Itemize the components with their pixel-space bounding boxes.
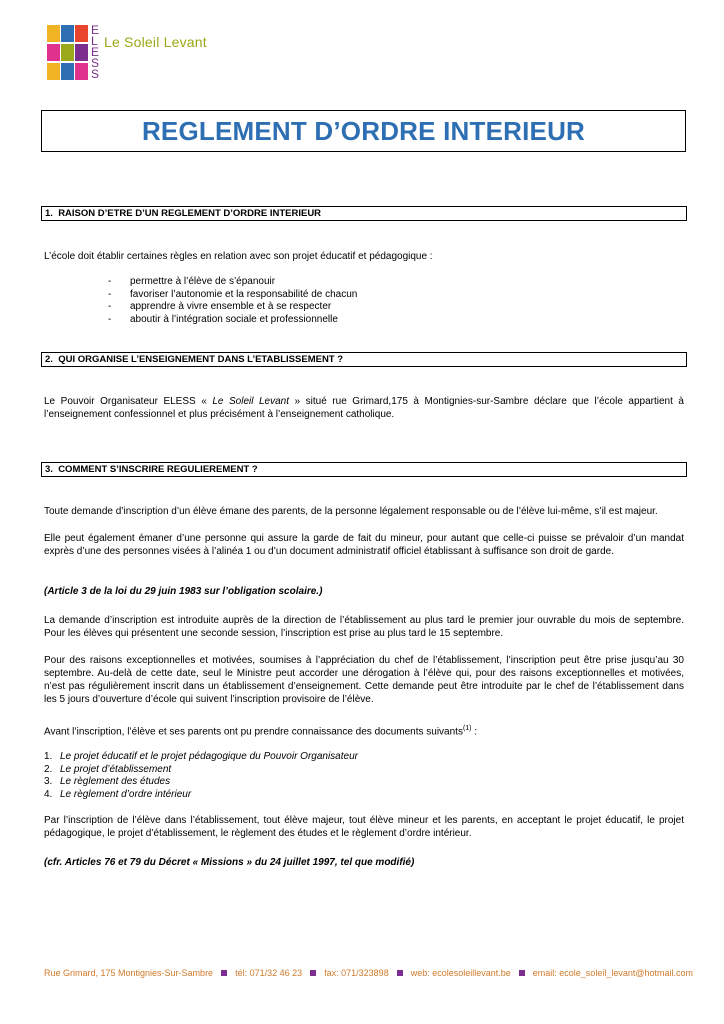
section-3-heading: 3. COMMENT S’INSCRIRE REGULIEREMENT ? [41, 462, 687, 477]
list-item: - aboutir à l’intégration sociale et professionnelle [108, 313, 338, 325]
section-2-paragraph [44, 395, 684, 421]
section-1-intro: L’école doit établir certaines règles en relation avec son projet éducatif et pédagogique : [44, 251, 433, 262]
section-3-paragraph [44, 722, 477, 738]
logo-tile [47, 25, 60, 42]
footer-address: Rue Grimard, 175 Montignies-Sur-Sambre [44, 968, 214, 978]
footer-website: web: ecolesoleillevant.be [410, 968, 511, 978]
section-1-heading: 1. RAISON D’ETRE D’UN REGLEMENT D’ORDRE INTERIEUR [41, 206, 687, 221]
section-3-paragraph: Toute demande d’inscription d’un élève émane des parents, de la personne légalement responsable ou de l’élève lui-même, s’il est majeur. [44, 506, 658, 517]
list-item-number: 1. [44, 751, 53, 762]
logo-tile [75, 63, 88, 80]
list-item-text: Le règlement des études [60, 776, 171, 787]
section-1-bullet-list [108, 276, 357, 326]
square-bullet-icon [397, 970, 403, 976]
list-item-number: 4. [44, 788, 53, 800]
logo-tile [75, 44, 88, 61]
paragraph-text: : [471, 726, 478, 738]
square-bullet-icon [519, 970, 525, 976]
list-item-text: favoriser l’autonomie et la responsabilité de chacun [130, 288, 358, 300]
list-item-text: Le projet éducatif et le projet pédagogique du Pouvoir Organisateur [60, 751, 358, 762]
logo-tile [75, 25, 88, 42]
logo-letter: E [91, 23, 100, 37]
school-logo [47, 25, 89, 81]
school-name: Le Soleil Levant [104, 34, 207, 50]
section-3-paragraph: La demande d’inscription est introduite auprès de la direction de l’établissement au plus tard le premier jour ouvrable du mois de septembre. Pour les élèves qui présentent une seconde session, l’inscription est prise au plus tard le 15 septembre. [44, 615, 684, 639]
logo-letter: S [91, 56, 100, 70]
footer-fax: fax: 071/323898 [324, 968, 389, 978]
logo-tile [61, 25, 74, 42]
documents-list [44, 751, 358, 801]
logo-letters [91, 25, 103, 80]
list-item-text: permettre à l’élève de s’épanouir [130, 276, 276, 287]
law-reference: (Article 3 de la loi du 29 juin 1983 sur l’obligation scolaire.) [44, 586, 323, 597]
logo-letter: S [91, 67, 100, 81]
logo-tile [61, 44, 74, 61]
list-item [44, 751, 358, 764]
list-item: - favoriser l’autonomie et la responsabilité de chacun [108, 288, 358, 300]
logo-tile [47, 63, 60, 80]
list-item-text: Le règlement d’ordre intérieur [60, 788, 192, 800]
paragraph-text: Avant l’inscription, l’élève et ses parents ont pu prendre connaissance des documents suivants [44, 726, 463, 738]
list-item-text: aboutir à l’intégration sociale et professionnelle [130, 313, 338, 325]
list-item-number: 2. [44, 763, 53, 775]
footnote-marker: (1) [462, 725, 472, 732]
list-item: - permettre à l’élève de s’épanouir [108, 276, 276, 287]
section-3-paragraph: Elle peut également émaner d’une personne qui assure la garde de fait du mineur, pour autant que celle-ci puisse se prévaloir d’un mandat exprès d’une des personnes visées à l’alinéa 1 ou d’un document administratif officiel établissant à suffisance son droit de garde. [44, 533, 684, 557]
list-item-text: apprendre à vivre ensemble et à se respecter [130, 301, 332, 312]
footer-email: email: ecole_soleil_levant@hotmail.com [532, 968, 693, 978]
list-item [44, 789, 358, 802]
square-bullet-icon [221, 970, 227, 976]
page-footer [44, 968, 693, 978]
list-item [44, 764, 358, 777]
school-name-italic: Le Soleil Levant [212, 396, 290, 407]
paragraph-text: Le Pouvoir Organisateur ELESS « [44, 396, 213, 407]
section-2-heading: 2. QUI ORGANISE L’ENSEIGNEMENT DANS L’ETABLISSEMENT ? [41, 352, 687, 367]
list-item [44, 776, 358, 789]
section-3-paragraph: Par l’inscription de l’élève dans l’établissement, tout élève majeur, tout élève mineur et les parents, en acceptant le projet éducatif, le projet pédagogique, le projet d’établissement, le règlement des études et le règlement d’ordre intérieur. [44, 815, 684, 839]
paragraph-text: » situé rue Grimard,175 à Montignies-sur-Sambre déclare que l’école appartient à l’enseignement confessionnel et plus précisément à l’enseignement catholique. [44, 396, 684, 420]
logo-tile [61, 63, 74, 80]
logo-letter: L [91, 34, 98, 48]
footer-phone: tél: 071/32 46 23 [235, 968, 303, 978]
section-3-paragraph: Pour des raisons exceptionnelles et motivées, soumises à l’appréciation du chef de l’établissement, l’inscription peut être prise jusqu’au 30 septembre. Au-delà de cette date, seul le Ministre peut accorder une dérogation à l’élève qui, pour des raisons exceptionnelles et motivées, n’est pas régulièrement inscrit dans un établissement d’enseignement. Cette demande peut être introduite par le chef de l’établissement dans les 5 jours d’ouverture d’école qui suivent l’inscription provisoire de l’élève. [44, 655, 684, 705]
square-bullet-icon [310, 970, 316, 976]
page-title: REGLEMENT D’ORDRE INTERIEUR [141, 115, 586, 146]
logo-letter: E [91, 45, 100, 59]
decree-reference: (cfr. Articles 76 et 79 du Décret « Missions » du 24 juillet 1997, tel que modifié) [44, 857, 415, 868]
list-item-number: 3. [44, 776, 53, 787]
logo-tile [47, 44, 60, 61]
title-box [41, 110, 686, 152]
list-item-text: Le projet d’établissement [60, 763, 172, 775]
list-item: - apprendre à vivre ensemble et à se respecter [108, 301, 332, 312]
